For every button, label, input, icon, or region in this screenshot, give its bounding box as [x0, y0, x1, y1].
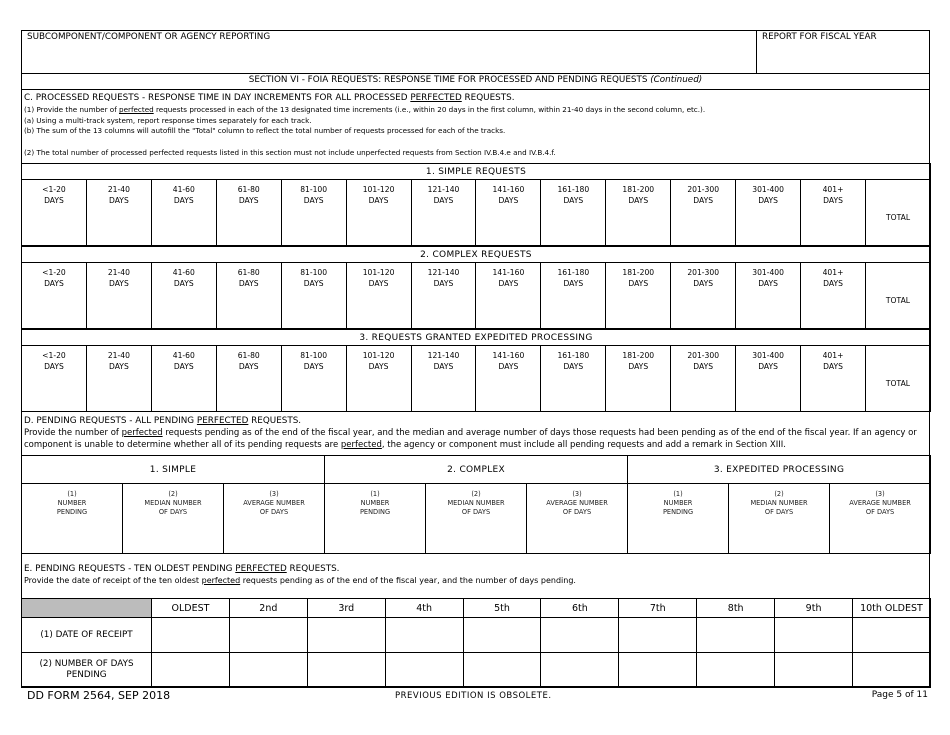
day-unit: DAYS — [368, 362, 389, 371]
day-column-cell[interactable] — [736, 263, 801, 329]
day-unit: DAYS — [498, 362, 519, 371]
day-range: 401+ — [822, 268, 844, 277]
day-range: 21-40 — [107, 351, 130, 360]
day-range: <1-20 — [42, 268, 66, 277]
divider — [22, 73, 929, 74]
day-column-cell[interactable] — [541, 180, 606, 246]
subcol-num: (1) — [370, 490, 380, 498]
day-column-cell[interactable] — [216, 346, 281, 412]
subcol-num: (3) — [572, 490, 582, 498]
day-range: 301-400 — [752, 268, 784, 277]
day-column-cell[interactable] — [801, 346, 866, 412]
subcol-line2: OF DAYS — [259, 508, 289, 516]
day-column-cell[interactable] — [476, 180, 541, 246]
day-range: 101-120 — [362, 185, 395, 194]
day-range: 61-80 — [237, 351, 260, 360]
oldest-entry-cell[interactable] — [307, 618, 385, 653]
day-range: 161-180 — [557, 268, 590, 277]
subcol-line1: NUMBER — [360, 499, 390, 507]
day-unit: DAYS — [563, 279, 584, 288]
form-frame — [21, 30, 930, 687]
edition-note: PREVIOUS EDITION IS OBSOLETE. — [395, 691, 552, 701]
oldest-entry-cell[interactable] — [152, 618, 230, 653]
track-title: 2. COMPLEX REQUESTS — [22, 247, 931, 263]
pending-subcol-cell[interactable] — [830, 484, 931, 554]
day-column-cell[interactable] — [216, 180, 281, 246]
section-c-line2: (a) Using a multi-track system, report response times separately for each track. — [24, 116, 312, 125]
oldest-entry-cell[interactable] — [619, 618, 697, 653]
section-e-line1: Provide the date of receipt of the ten oldest perfected requests pending as of the end of the fiscal year, and the number of days pending. — [24, 576, 576, 585]
day-column-cell[interactable] — [736, 180, 801, 246]
oldest-entry-cell[interactable] — [229, 653, 307, 688]
oldest-column-header: 10th OLDEST — [853, 599, 931, 618]
day-unit: DAYS — [563, 196, 584, 205]
section-e-title: E. PENDING REQUESTS - TEN OLDEST PENDING PERFECTED REQUESTS. — [24, 564, 340, 574]
day-range: 121-140 — [427, 185, 460, 194]
pending-subcol-cell[interactable] — [527, 484, 628, 554]
track-title: 1. SIMPLE REQUESTS — [22, 164, 931, 180]
day-range: 301-400 — [752, 351, 784, 360]
day-column-cell[interactable] — [606, 180, 671, 246]
day-range: 41-60 — [172, 185, 195, 194]
day-unit: DAYS — [433, 196, 454, 205]
corner-cell — [22, 599, 152, 618]
row-label-line1: (1) DATE OF RECEIPT — [40, 629, 133, 640]
day-range: <1-20 — [42, 351, 66, 360]
row-label-line1: (2) NUMBER OF DAYS — [39, 659, 134, 669]
day-column-cell[interactable] — [86, 180, 151, 246]
oldest-entry-cell[interactable] — [541, 653, 619, 688]
day-unit: DAYS — [693, 279, 714, 288]
oldest-column-header: 2nd — [229, 599, 307, 618]
subcol-num: (2) — [471, 490, 481, 498]
section-title — [22, 75, 929, 85]
day-column-cell[interactable] — [86, 263, 151, 329]
form-id: DD FORM 2564, SEP 2018 — [27, 689, 171, 702]
subcol-num: (1) — [673, 490, 683, 498]
oldest-entry-cell[interactable] — [775, 618, 853, 653]
day-range: 21-40 — [107, 185, 130, 194]
oldest-entry-cell[interactable] — [853, 618, 931, 653]
subcol-line2: OF DAYS — [461, 508, 491, 516]
oldest-row-label — [22, 618, 152, 653]
subcol-line2: PENDING — [662, 508, 694, 516]
oldest-entry-cell[interactable] — [541, 618, 619, 653]
track-title: 3. REQUESTS GRANTED EXPEDITED PROCESSING — [22, 330, 931, 346]
pending-subcol-cell[interactable] — [22, 484, 123, 554]
subcol-line2: PENDING — [56, 508, 88, 516]
oldest-entry-cell[interactable] — [697, 618, 775, 653]
day-unit: DAYS — [368, 196, 389, 205]
total-cell: TOTAL — [865, 180, 930, 246]
agency-label: SUBCOMPONENT/COMPONENT OR AGENCY REPORTING — [27, 32, 271, 42]
subcol-line2: OF DAYS — [158, 508, 188, 516]
day-column-cell[interactable] — [671, 346, 736, 412]
day-range: 141-160 — [492, 351, 525, 360]
day-range: 201-300 — [687, 185, 720, 194]
total-cell: TOTAL — [865, 263, 930, 329]
subcol-line1: NUMBER — [57, 499, 87, 507]
day-range: 81-100 — [300, 351, 328, 360]
day-unit: DAYS — [44, 362, 64, 371]
day-unit: DAYS — [498, 279, 519, 288]
agency-input[interactable] — [28, 45, 752, 71]
day-range: 121-140 — [427, 351, 460, 360]
oldest-row-label — [22, 653, 152, 688]
subcol-line1: MEDIAN NUMBER — [447, 499, 505, 507]
day-unit: DAYS — [823, 279, 843, 288]
day-unit: DAYS — [823, 196, 843, 205]
day-unit: DAYS — [758, 196, 778, 205]
day-unit: DAYS — [563, 362, 584, 371]
day-column-cell[interactable] — [411, 346, 476, 412]
day-unit: DAYS — [173, 196, 194, 205]
day-range: 401+ — [822, 185, 844, 194]
pending-subcol-cell[interactable] — [224, 484, 325, 554]
pending-subcol-cell[interactable] — [123, 484, 224, 554]
day-column-cell[interactable] — [22, 346, 87, 412]
pending-group-title: 2. COMPLEX — [325, 456, 628, 484]
header-divider — [756, 31, 757, 73]
oldest-entry-cell[interactable] — [385, 618, 463, 653]
day-column-cell[interactable] — [281, 180, 346, 246]
subcol-num: (1) — [67, 490, 77, 498]
oldest-column-header: 7th — [619, 599, 697, 618]
day-unit: DAYS — [628, 362, 649, 371]
day-column-cell[interactable] — [671, 263, 736, 329]
day-column-cell[interactable] — [216, 263, 281, 329]
section-d-line2: component is unable to determine whether all of its pending requests are perfected, the agency or component must include all pending requests and add a remark in Section XIII. — [24, 440, 786, 450]
oldest-column-header: 4th — [385, 599, 463, 618]
subcol-num: (2) — [774, 490, 784, 498]
day-column-cell[interactable] — [22, 180, 87, 246]
day-range: 21-40 — [107, 268, 130, 277]
day-unit: DAYS — [44, 279, 64, 288]
day-column-cell[interactable] — [151, 263, 216, 329]
oldest-entry-cell[interactable] — [697, 653, 775, 688]
day-column-cell[interactable] — [346, 263, 411, 329]
oldest-entry-cell[interactable] — [385, 653, 463, 688]
day-unit: DAYS — [758, 279, 778, 288]
track-table — [21, 163, 931, 246]
day-column-cell[interactable] — [281, 263, 346, 329]
subcol-line1: MEDIAN NUMBER — [144, 499, 202, 507]
pending-subcol-cell[interactable] — [628, 484, 729, 554]
day-unit: DAYS — [108, 279, 129, 288]
day-unit: DAYS — [303, 362, 324, 371]
section-c-line4: (2) The total number of processed perfected requests listed in this section must not include unperfected requests from Section IV.B.4.e and IV.B.4.f. — [24, 148, 556, 157]
day-unit: DAYS — [823, 362, 843, 371]
subcol-num: (3) — [269, 490, 279, 498]
subcol-line1: AVERAGE NUMBER — [849, 499, 911, 507]
subcol-line1: NUMBER — [663, 499, 693, 507]
oldest-column-header: 5th — [463, 599, 541, 618]
day-range: 181-200 — [622, 185, 655, 194]
day-column-cell[interactable] — [476, 263, 541, 329]
day-range: 161-180 — [557, 185, 590, 194]
oldest-column-header: 9th — [775, 599, 853, 618]
section-c-title: C. PROCESSED REQUESTS - RESPONSE TIME IN DAY INCREMENTS FOR ALL PROCESSED PERFECTED REQUESTS. — [24, 93, 515, 103]
day-range: 41-60 — [172, 351, 195, 360]
fiscal-year-label: REPORT FOR FISCAL YEAR — [762, 32, 877, 42]
track-table — [21, 246, 931, 329]
day-column-cell[interactable] — [541, 346, 606, 412]
day-unit: DAYS — [238, 362, 259, 371]
pending-subcol-cell[interactable] — [325, 484, 426, 554]
row-label-line2: PENDING — [66, 670, 107, 680]
oldest-entry-cell[interactable] — [463, 653, 541, 688]
day-range: 121-140 — [427, 268, 460, 277]
oldest-column-header: OLDEST — [152, 599, 230, 618]
day-column-cell[interactable] — [281, 346, 346, 412]
subcol-num: (3) — [875, 490, 885, 498]
day-column-cell[interactable] — [476, 346, 541, 412]
oldest-entry-cell[interactable] — [463, 618, 541, 653]
day-range: 181-200 — [622, 351, 655, 360]
day-range: 101-120 — [362, 268, 395, 277]
section-title-text: SECTION VI - FOIA REQUESTS: RESPONSE TIME FOR PROCESSED AND PENDING REQUESTS — [248, 75, 648, 85]
day-unit: DAYS — [303, 196, 324, 205]
day-column-cell[interactable] — [151, 180, 216, 246]
day-unit: DAYS — [303, 279, 324, 288]
divider — [22, 89, 929, 90]
day-range: 201-300 — [687, 351, 720, 360]
day-column-cell[interactable] — [801, 180, 866, 246]
day-column-cell[interactable] — [346, 180, 411, 246]
section-title-continued: (Continued) — [650, 75, 703, 85]
day-unit: DAYS — [498, 196, 519, 205]
pending-table — [21, 455, 931, 554]
day-unit: DAYS — [44, 196, 64, 205]
divider — [22, 411, 929, 412]
day-unit: DAYS — [433, 362, 454, 371]
subcol-line2: OF DAYS — [562, 508, 592, 516]
day-range: 201-300 — [687, 268, 720, 277]
day-unit: DAYS — [238, 196, 259, 205]
day-unit: DAYS — [433, 279, 454, 288]
section-c-line1: (1) Provide the number of perfected requests processed in each of the 13 designated time increments (i.e., within 20 days in the first column, within 21-40 days in the second column, etc.). — [24, 105, 706, 114]
subcol-line1: MEDIAN NUMBER — [750, 499, 808, 507]
day-range: 401+ — [822, 351, 844, 360]
pending-group-title: 1. SIMPLE — [22, 456, 325, 484]
subcol-line1: AVERAGE NUMBER — [243, 499, 305, 507]
day-range: 181-200 — [622, 268, 655, 277]
oldest-entry-cell[interactable] — [152, 653, 230, 688]
subcol-line2: OF DAYS — [865, 508, 895, 516]
day-range: 141-160 — [492, 268, 525, 277]
oldest-entry-cell[interactable] — [853, 653, 931, 688]
day-range: 61-80 — [237, 268, 260, 277]
pending-subcol-cell[interactable] — [729, 484, 830, 554]
day-column-cell[interactable] — [736, 346, 801, 412]
day-column-cell[interactable] — [22, 263, 87, 329]
oldest-entry-cell[interactable] — [307, 653, 385, 688]
day-column-cell[interactable] — [86, 346, 151, 412]
day-unit: DAYS — [628, 279, 649, 288]
day-unit: DAYS — [108, 196, 129, 205]
day-column-cell[interactable] — [411, 263, 476, 329]
day-unit: DAYS — [693, 196, 714, 205]
day-unit: DAYS — [758, 362, 778, 371]
day-range: 81-100 — [300, 268, 328, 277]
day-range: 61-80 — [237, 185, 260, 194]
day-column-cell[interactable] — [671, 180, 736, 246]
day-column-cell[interactable] — [346, 346, 411, 412]
oldest-column-header: 3rd — [307, 599, 385, 618]
day-range: 141-160 — [492, 185, 525, 194]
pending-group-title: 3. EXPEDITED PROCESSING — [628, 456, 931, 484]
section-c-line3: (b) The sum of the 13 columns will autofill the "Total" column to reflect the total number of requests processed for each of the tracks. — [24, 126, 506, 135]
oldest-entry-cell[interactable] — [619, 653, 697, 688]
section-d-title: D. PENDING REQUESTS - ALL PENDING PERFECTED REQUESTS. — [24, 416, 302, 426]
day-unit: DAYS — [368, 279, 389, 288]
day-unit: DAYS — [628, 196, 649, 205]
oldest-entry-cell[interactable] — [229, 618, 307, 653]
day-column-cell[interactable] — [801, 263, 866, 329]
day-unit: DAYS — [108, 362, 129, 371]
pending-subcol-cell[interactable] — [426, 484, 527, 554]
day-range: 101-120 — [362, 351, 395, 360]
oldest-table — [21, 598, 931, 688]
subcol-line1: AVERAGE NUMBER — [546, 499, 608, 507]
day-column-cell[interactable] — [411, 180, 476, 246]
day-unit: DAYS — [693, 362, 714, 371]
day-range: <1-20 — [42, 185, 66, 194]
page-number: Page 5 of 11 — [871, 690, 928, 700]
subcol-num: (2) — [168, 490, 178, 498]
total-cell: TOTAL — [865, 346, 930, 412]
day-column-cell[interactable] — [151, 346, 216, 412]
day-unit: DAYS — [173, 362, 194, 371]
oldest-column-header: 8th — [697, 599, 775, 618]
subcol-line2: PENDING — [359, 508, 391, 516]
subcol-line2: OF DAYS — [764, 508, 794, 516]
day-unit: DAYS — [238, 279, 259, 288]
day-range: 161-180 — [557, 351, 590, 360]
day-column-cell[interactable] — [541, 263, 606, 329]
day-range: 81-100 — [300, 185, 328, 194]
oldest-entry-cell[interactable] — [775, 653, 853, 688]
day-unit: DAYS — [173, 279, 194, 288]
fiscal-year-input[interactable] — [762, 45, 926, 71]
day-column-cell[interactable] — [606, 263, 671, 329]
day-range: 301-400 — [752, 185, 784, 194]
day-range: 41-60 — [172, 268, 195, 277]
track-table — [21, 329, 931, 412]
day-column-cell[interactable] — [606, 346, 671, 412]
oldest-column-header: 6th — [541, 599, 619, 618]
section-d-line1: Provide the number of perfected requests pending as of the end of the fiscal year, and the median and average number of days those requests had been pending as of the end of the fiscal year. If an agency or — [24, 428, 917, 438]
